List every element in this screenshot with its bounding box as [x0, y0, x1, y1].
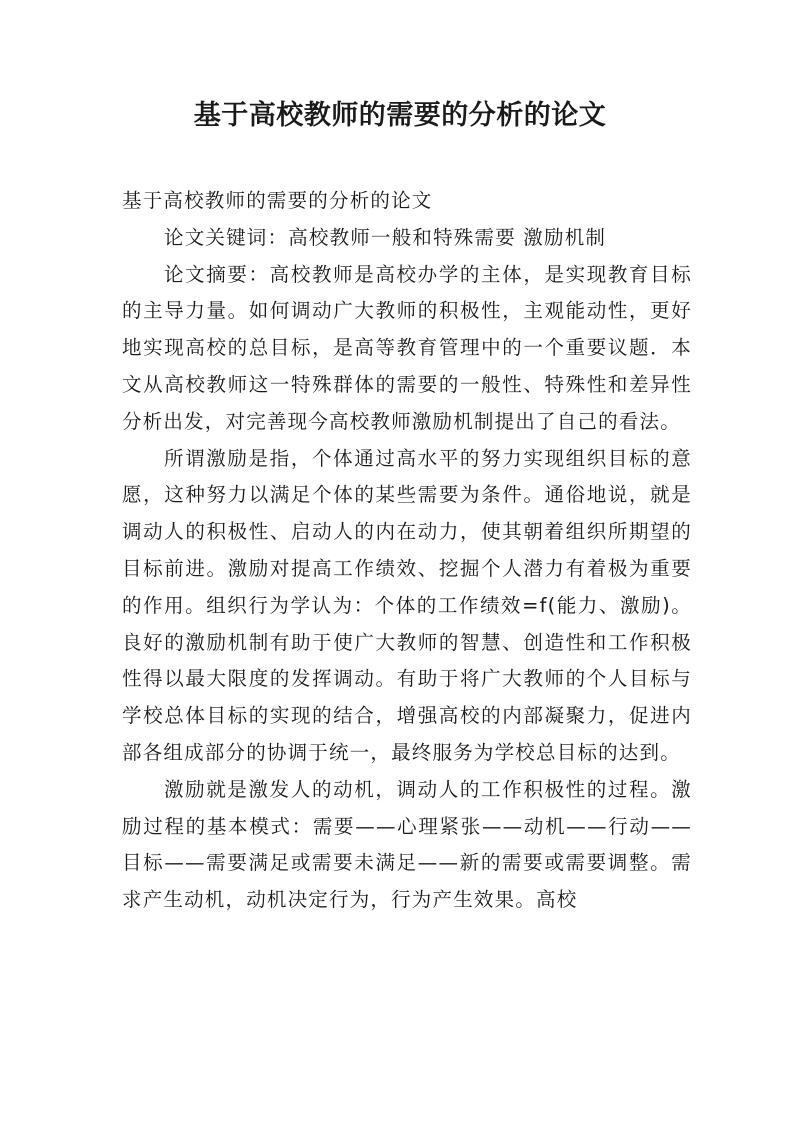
keywords-line: 论文关键词：高校教师一般和特殊需要 激励机制 [164, 225, 607, 249]
subtitle-line: 基于高校教师的需要的分析的论文 [122, 189, 433, 212]
body-paragraph: 所谓激励是指，个体通过高水平的努力实现组织目标的意愿，这种努力以满足个体的某些需要为条件。通俗地说，就是调动人的积极性、启动人的内在动力，使其朝着组织所期望的目标前进。激励对提高工作绩效、挖掘个人潜力有着极为重要的作用。组织行为学认为：个体的工作绩效=f(能力、激励)。良好的激励机制有助于使广大教师的智慧、创造性和工作积极性得以最大限度的发挥调动。有助于将广大教师的个人目标与学校总体目标的实现的结合，增强高校的内部凝聚力，促进内部各组成部分的协调于统一，最终服务为学校总目标的达到。 [122, 446, 692, 764]
abstract-paragraph: 论文摘要：高校教师是高校办学的主体，是实现教育目标的主导力量。如何调动广大教师的积极性，主观能动性，更好地实现高校的总目标，是高等教育管理中的一个重要议题．本文从高校教师这一特殊群体的需要的一般性、特殊性和差异性分析出发，对完善现今高校教师激励机制提出了自己的看法。 [122, 262, 692, 433]
document-body [122, 183, 692, 919]
body-paragraph: 激励就是激发人的动机，调动人的工作积极性的过程。激励过程的基本模式：需要——心理紧张——动机——行动——目标——需要满足或需要未满足——新的需要或需要调整。需求产生动机，动机决定行为，行为产生效果。高校 [122, 777, 692, 912]
document-title: 基于高校教师的需要的分析的论文 [193, 100, 607, 131]
